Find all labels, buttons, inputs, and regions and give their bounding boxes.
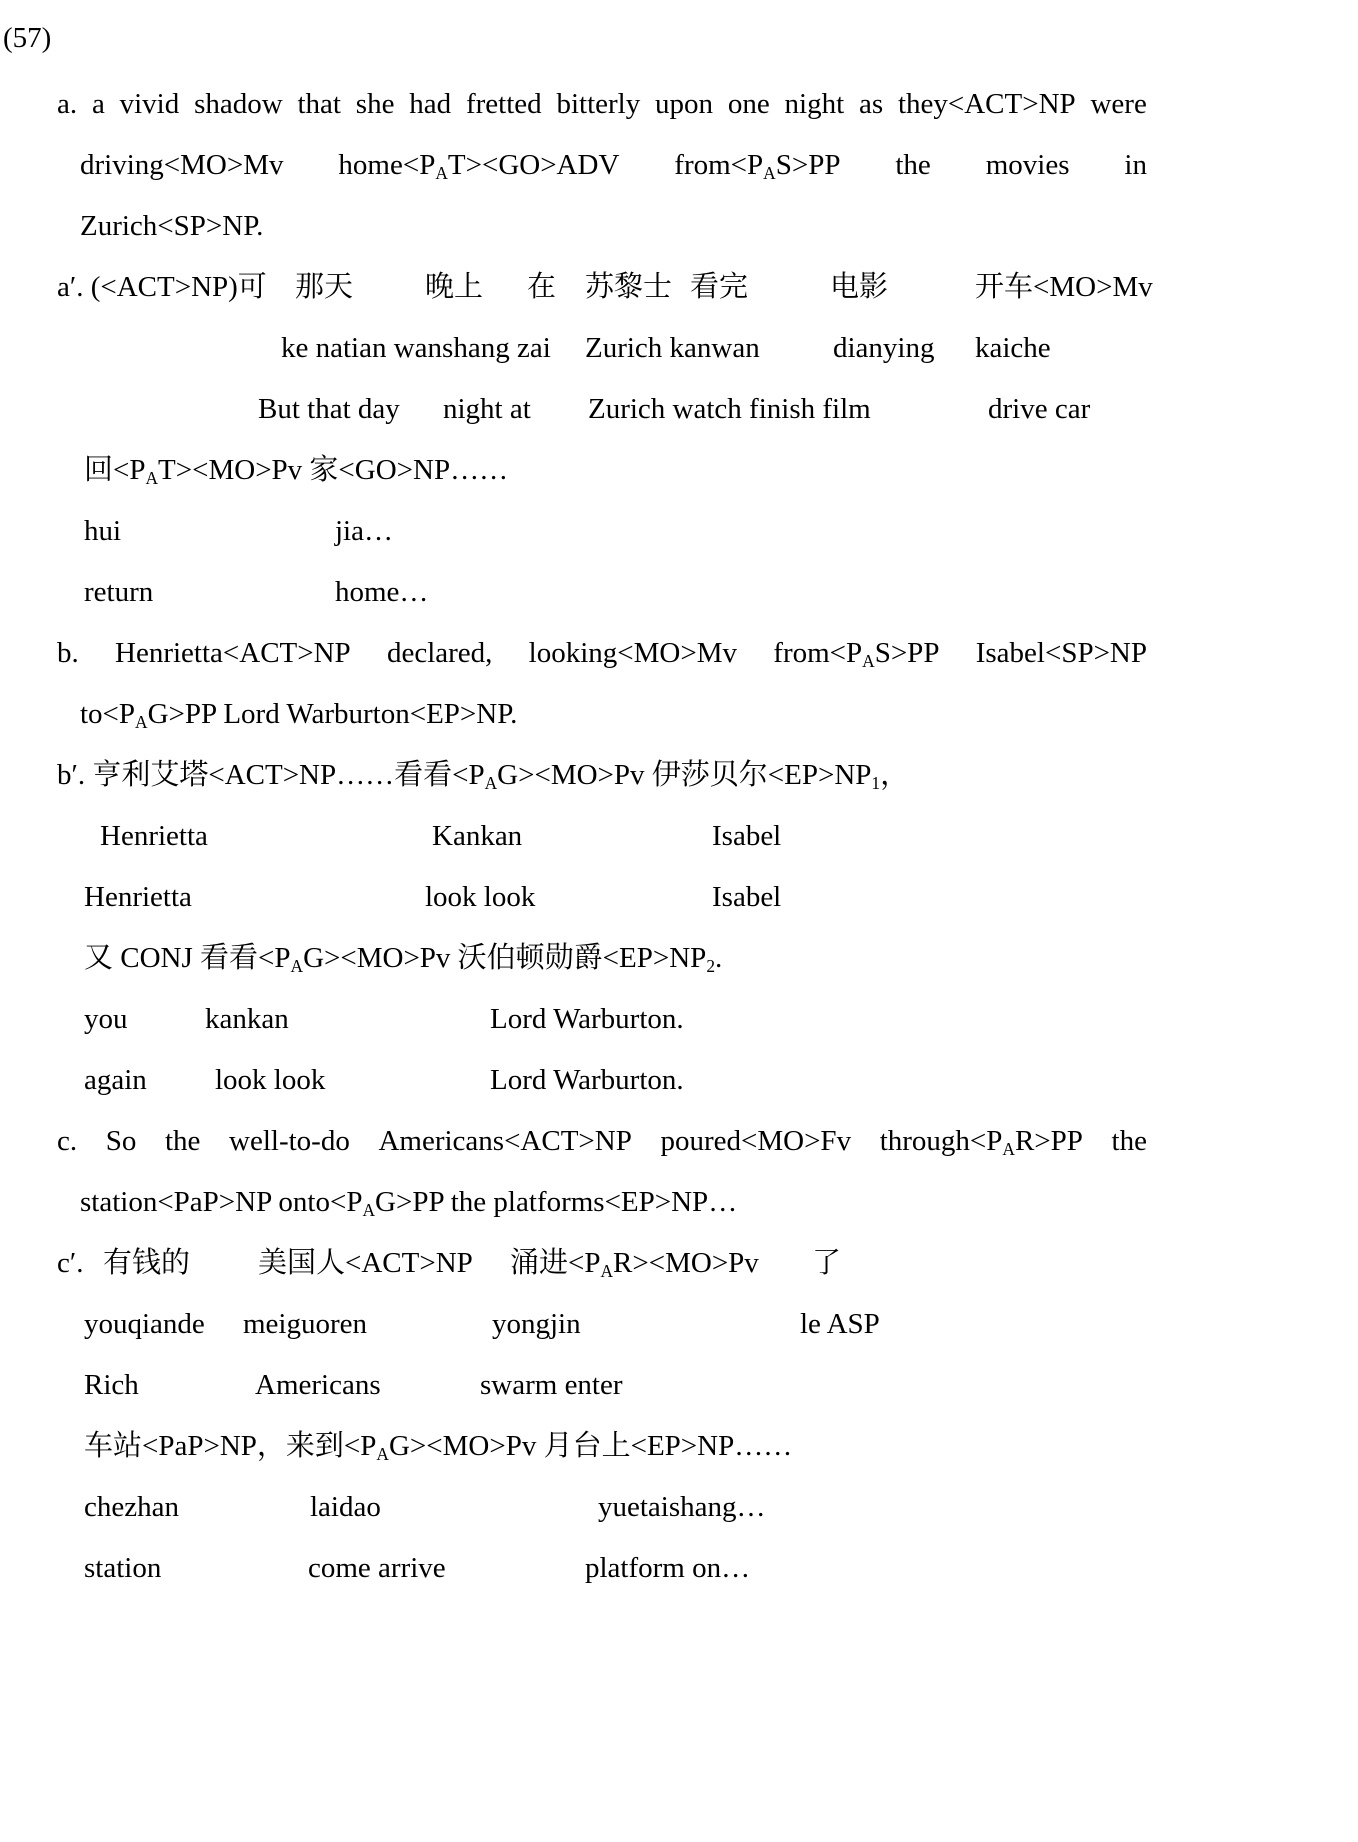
subscript: A <box>600 1260 614 1281</box>
text-chunk <box>466 74 542 135</box>
text-run: the <box>164 1125 201 1157</box>
text-run: were <box>1090 88 1147 120</box>
text-run: kankan <box>205 1003 289 1035</box>
text-run: 那天 <box>295 271 354 303</box>
text-chunk <box>585 257 672 318</box>
text-run: Lord Warburton. <box>490 1003 684 1035</box>
text-run: hui <box>84 515 122 547</box>
text-run: in <box>1124 149 1147 181</box>
text-run: the <box>1111 1125 1147 1157</box>
text-chunk <box>84 928 722 989</box>
text-chunk <box>674 135 840 196</box>
text-run: night <box>784 88 845 120</box>
text-run: movies <box>985 149 1070 181</box>
text-run: Kankan <box>432 820 523 852</box>
text-chunk <box>660 1111 851 1172</box>
text-run: the <box>895 149 931 181</box>
text-chunk <box>84 867 192 928</box>
page-body <box>0 74 1358 1599</box>
line-c-prime-chinese-1 <box>0 1233 1358 1294</box>
text-chunk <box>84 1416 792 1477</box>
text-chunk <box>335 501 393 562</box>
line-a-prime-pinyin-1 <box>0 318 1358 379</box>
line-b-prime-gloss-2 <box>0 1050 1358 1111</box>
text-run: Zurich<SP>NP. <box>80 210 264 242</box>
text-chunk <box>712 867 781 928</box>
subscript: A <box>862 650 875 671</box>
text-chunk <box>80 135 284 196</box>
text-run: well-to-do <box>229 1125 350 1157</box>
text-chunk <box>194 74 283 135</box>
line-a-english-3 <box>0 196 1358 257</box>
text-chunk <box>975 257 1153 318</box>
text-run: yuetaishang… <box>598 1491 766 1523</box>
line-b-prime-pinyin-1 <box>0 806 1358 867</box>
text-chunk <box>527 257 556 318</box>
text-run: a′. (<ACT>NP)可 <box>57 271 267 303</box>
text-chunk <box>84 1294 205 1355</box>
text-run: 又 CONJ 看看<P <box>84 942 291 974</box>
text-chunk <box>84 501 121 562</box>
text-run: G>PP the platforms<EP>NP… <box>375 1186 738 1218</box>
line-c-english-2 <box>0 1172 1358 1233</box>
text-run: T><GO>ADV <box>447 149 620 181</box>
text-chunk <box>84 562 153 623</box>
line-c-prime-pinyin-1 <box>0 1294 1358 1355</box>
text-run: le ASP <box>800 1308 880 1340</box>
text-run: 涌进<P <box>510 1247 601 1279</box>
text-chunk <box>425 867 535 928</box>
text-chunk <box>255 1355 381 1416</box>
text-chunk <box>1124 135 1147 196</box>
line-c-prime-chinese-2 <box>0 1416 1358 1477</box>
text-run: youqiande <box>84 1308 205 1340</box>
text-run: from<P <box>674 149 764 181</box>
text-run: T><MO>Pv 家<GO>NP…… <box>158 454 509 486</box>
text-chunk <box>57 257 267 318</box>
example-number-row <box>0 8 1358 74</box>
text-run: 有钱的 <box>103 1247 191 1279</box>
text-chunk <box>57 623 79 684</box>
text-chunk <box>205 989 289 1050</box>
text-chunk <box>975 318 1051 379</box>
text-run: 了 <box>812 1247 842 1279</box>
text-chunk <box>988 379 1090 440</box>
text-chunk <box>880 1111 1083 1172</box>
text-chunk <box>409 74 451 135</box>
text-chunk <box>100 806 208 867</box>
text-chunk <box>529 623 737 684</box>
text-run: 苏黎士 <box>585 271 673 303</box>
text-chunk <box>297 74 341 135</box>
text-run: drive car <box>988 393 1091 425</box>
text-chunk <box>378 1111 631 1172</box>
text-run: declared, <box>386 637 493 669</box>
text-run: vivid <box>119 88 180 120</box>
text-run: Zurich kanwan <box>585 332 760 364</box>
line-a-prime-gloss-1 <box>0 379 1358 440</box>
text-chunk <box>1112 1111 1147 1172</box>
text-chunk <box>588 379 871 440</box>
text-run: home<P <box>338 149 436 181</box>
text-chunk <box>510 1233 759 1294</box>
text-run: Lord Warburton. <box>490 1064 684 1096</box>
text-chunk <box>490 989 684 1050</box>
text-chunk <box>480 1355 623 1416</box>
text-chunk <box>585 1538 750 1599</box>
text-run: station<PaP>NP onto<P <box>80 1186 363 1218</box>
text-chunk <box>57 1233 83 1294</box>
text-run: ， <box>880 759 910 791</box>
text-chunk <box>84 440 508 501</box>
text-run: come arrive <box>308 1552 446 1584</box>
text-run: return <box>84 576 154 608</box>
text-chunk <box>830 257 888 318</box>
text-chunk <box>103 1233 190 1294</box>
subscript: 2 <box>706 955 716 976</box>
text-chunk <box>310 1477 381 1538</box>
text-chunk <box>690 257 748 318</box>
text-chunk <box>585 318 760 379</box>
text-run: look look <box>215 1064 326 1096</box>
text-run: 美国人<ACT>NP <box>258 1247 473 1279</box>
subscript: A <box>435 162 448 183</box>
text-run: home… <box>335 576 429 608</box>
text-chunk <box>773 623 939 684</box>
text-run: 回<P <box>84 454 146 486</box>
text-chunk <box>443 379 531 440</box>
text-chunk <box>115 623 351 684</box>
text-run: 晚上 <box>425 271 484 303</box>
line-a-prime-chinese-2 <box>0 440 1358 501</box>
text-run: yongjin <box>492 1308 581 1340</box>
text-chunk <box>335 562 428 623</box>
subscript: A <box>135 711 148 732</box>
text-chunk <box>80 1172 737 1233</box>
line-b-prime-gloss-1 <box>0 867 1358 928</box>
text-run: S>PP <box>874 637 940 669</box>
text-run: as <box>858 88 884 120</box>
text-chunk <box>833 318 935 379</box>
text-run: Isabel <box>712 881 782 913</box>
line-c-english-1 <box>57 1111 1147 1172</box>
text-run: G><MO>Pv 沃伯顿勋爵<EP>NP <box>303 942 707 974</box>
text-run: c′. <box>57 1247 84 1279</box>
text-chunk <box>281 318 551 379</box>
line-b-english-2 <box>0 684 1358 745</box>
line-a-prime-pinyin-2 <box>0 501 1358 562</box>
text-chunk <box>106 1111 137 1172</box>
text-run: S>PP <box>775 149 841 181</box>
text-run: that <box>297 88 341 120</box>
text-chunk <box>80 684 517 745</box>
text-run: ke natian wanshang zai <box>281 332 551 364</box>
text-run: fretted <box>465 88 542 120</box>
line-b-prime-chinese-1 <box>0 745 1358 806</box>
text-chunk <box>57 1111 77 1172</box>
text-run: laidao <box>310 1491 381 1523</box>
text-run: she <box>355 88 395 120</box>
text-run: they<ACT>NP <box>897 88 1076 120</box>
text-run: driving<MO>Mv <box>80 149 284 181</box>
text-chunk <box>492 1294 581 1355</box>
text-run: 在 <box>527 271 557 303</box>
text-run: Henrietta <box>84 881 192 913</box>
text-run: Rich <box>84 1369 139 1401</box>
text-chunk <box>1090 74 1146 135</box>
text-chunk <box>976 623 1147 684</box>
text-chunk <box>229 1111 350 1172</box>
text-run: a. <box>57 88 78 120</box>
text-chunk <box>258 379 400 440</box>
line-c-prime-gloss-1 <box>0 1355 1358 1416</box>
text-run: G><MO>Pv 月台上<EP>NP…… <box>388 1430 793 1462</box>
text-run: night at <box>443 393 531 425</box>
text-chunk <box>165 1111 200 1172</box>
text-run: bitterly <box>556 88 641 120</box>
text-run: 开车<MO>Mv <box>975 271 1153 303</box>
text-run: kaiche <box>975 332 1051 364</box>
text-chunk <box>432 806 522 867</box>
line-a-prime-chinese-1 <box>0 257 1358 318</box>
text-chunk <box>425 257 483 318</box>
text-chunk <box>800 1294 880 1355</box>
text-chunk <box>80 196 263 257</box>
text-chunk <box>895 135 930 196</box>
line-a-english-1 <box>57 74 1147 135</box>
text-run: poured<MO>Fv <box>660 1125 852 1157</box>
line-c-prime-gloss-2 <box>0 1538 1358 1599</box>
text-run: b′. 亨利艾塔<ACT>NP……看看<P <box>57 759 485 791</box>
text-run: Henrietta<ACT>NP <box>115 637 351 669</box>
text-run: jia… <box>335 515 393 547</box>
line-b-english-1 <box>57 623 1147 684</box>
line-a-prime-gloss-2 <box>0 562 1358 623</box>
text-chunk <box>84 1050 147 1111</box>
subscript: 1 <box>871 772 881 793</box>
text-run: had <box>409 88 452 120</box>
text-run: you <box>84 1003 128 1035</box>
text-chunk <box>215 1050 325 1111</box>
text-run: Isabel <box>712 820 782 852</box>
text-run: look look <box>425 881 536 913</box>
text-run: from<P <box>773 637 863 669</box>
text-chunk <box>356 74 395 135</box>
text-chunk <box>57 74 77 135</box>
text-run: 车站<PaP>NP，来到<P <box>84 1430 377 1462</box>
example-number: (57) <box>3 22 52 54</box>
text-run: dianying <box>833 332 935 364</box>
text-chunk <box>387 623 492 684</box>
text-chunk <box>556 74 640 135</box>
text-run: G>PP Lord Warburton<EP>NP. <box>147 698 518 730</box>
text-run: 看完 <box>690 271 749 303</box>
text-chunk <box>785 74 845 135</box>
text-run: looking<MO>Mv <box>528 637 738 669</box>
text-run: a <box>91 88 105 120</box>
text-run: swarm enter <box>480 1369 623 1401</box>
subscript: A <box>763 162 776 183</box>
text-chunk <box>57 745 909 806</box>
text-chunk <box>898 74 1076 135</box>
line-a-english-2 <box>80 135 1147 196</box>
text-chunk <box>598 1477 766 1538</box>
text-run: shadow <box>194 88 283 120</box>
text-chunk <box>84 1538 161 1599</box>
text-run: Isabel<SP>NP <box>975 637 1147 669</box>
text-run: So <box>105 1125 137 1157</box>
subscript: A <box>484 772 498 793</box>
text-run: R>PP <box>1014 1125 1083 1157</box>
text-run: Henrietta <box>100 820 208 852</box>
text-chunk <box>712 806 781 867</box>
text-chunk <box>655 74 713 135</box>
text-run: 电影 <box>830 271 889 303</box>
subscript: A <box>290 955 304 976</box>
text-chunk <box>84 989 128 1050</box>
text-run: b. <box>57 637 79 669</box>
text-run: chezhan <box>84 1491 179 1523</box>
line-b-prime-pinyin-2 <box>0 989 1358 1050</box>
text-run: Americans<ACT>NP <box>378 1125 632 1157</box>
text-chunk <box>859 74 883 135</box>
text-chunk <box>295 257 353 318</box>
text-chunk <box>258 1233 473 1294</box>
text-run: c. <box>57 1125 78 1157</box>
text-run: R><MO>Pv <box>613 1247 759 1279</box>
text-run: to<P <box>80 698 136 730</box>
text-chunk <box>986 135 1070 196</box>
subscript: A <box>362 1199 376 1220</box>
text-run: . <box>715 942 723 974</box>
text-chunk <box>120 74 180 135</box>
text-chunk <box>243 1294 367 1355</box>
line-b-prime-chinese-2 <box>0 928 1358 989</box>
text-run: upon <box>655 88 714 120</box>
text-chunk <box>812 1233 841 1294</box>
text-run: through<P <box>879 1125 1003 1157</box>
text-chunk <box>84 1477 179 1538</box>
text-chunk <box>728 74 770 135</box>
text-chunk <box>308 1538 446 1599</box>
text-run: meiguoren <box>243 1308 368 1340</box>
line-c-prime-pinyin-2 <box>0 1477 1358 1538</box>
text-run: But that day <box>258 393 400 425</box>
text-run: again <box>84 1064 147 1096</box>
text-chunk <box>490 1050 684 1111</box>
subscript: A <box>376 1443 389 1464</box>
subscript: A <box>1002 1138 1015 1159</box>
text-chunk <box>92 74 105 135</box>
text-run: G><MO>Pv 伊莎贝尔<EP>NP <box>497 759 872 791</box>
text-run: platform on… <box>585 1552 751 1584</box>
text-run: one <box>727 88 770 120</box>
text-run: station <box>84 1552 162 1584</box>
text-run: Americans <box>255 1369 381 1401</box>
text-run: Zurich watch finish film <box>588 393 871 425</box>
text-chunk <box>84 1355 139 1416</box>
text-chunk <box>338 135 619 196</box>
subscript: A <box>145 467 159 488</box>
